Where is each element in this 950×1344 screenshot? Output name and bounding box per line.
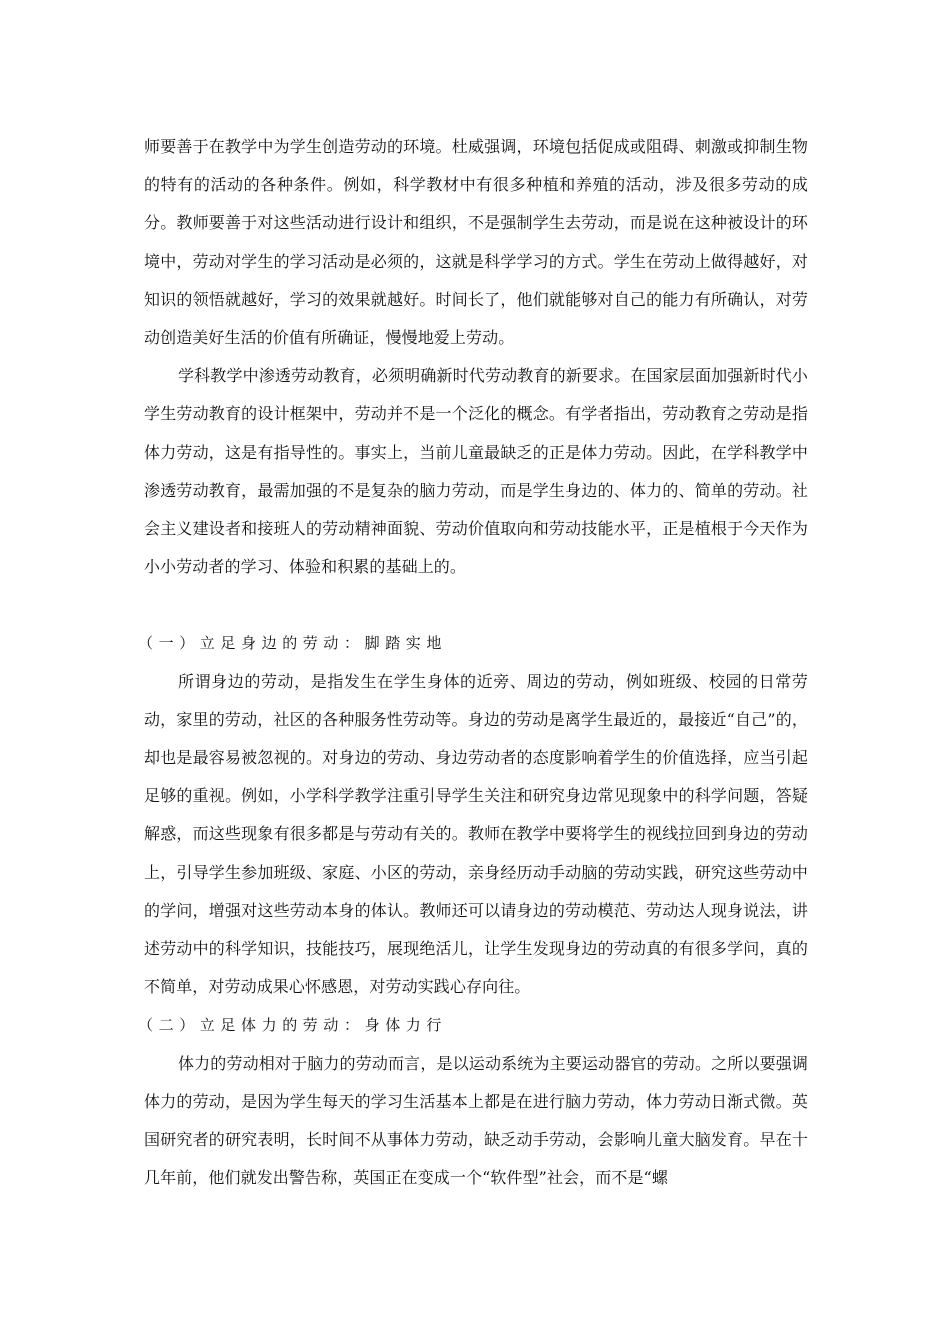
section-heading-1: （一）立足身边的劳动：脚踏实地 [138,634,448,653]
paragraph-nearby-labor: 所谓身边的劳动，是指发生在学生身体的近旁、周边的劳动，例如班级、校园的日常劳动，家里的劳动，社区的各种服务性劳动等。身边的劳动是离学生最近的，最接近“自己”的，却也是最容易被忽视的。对身边的劳动、身边劳动者的态度影响着学生的价值选择，应当引起足够的重视。例如，小学科学教学注重引导学生关注和研究身边常见现象中的科学问题，答疑解惑，而这些现象有很多都是与劳动有关的。教师在教学中要将学生的视线拉回到身边的劳动上，引导学生参加班级、家庭、小区的劳动，亲身经历动手动脑的劳动实践，研究这些劳动中的学问，增强对这些劳动本身的体认。教师还可以请身边的劳动模范、劳动达人现身说法，讲述劳动中的科学知识，技能技巧，展现绝活儿，让学生发现身边的劳动真的有很多学问，真的不简单，对劳动成果心怀感恩，对劳动实践心存向往。 [144,671,808,997]
paragraph-labor-education-requirements: 学科教学中渗透劳动教育，必须明确新时代劳动教育的新要求。在国家层面加强新时代小学生劳动教育的设计框架中，劳动并不是一个泛化的概念。有学者指出，劳动教育之劳动是指体力劳动，这是有指导性的。事实上，当前儿童最缺乏的正是体力劳动。因此，在学科教学中渗透劳动教育，最需加强的不是复杂的脑力劳动，而是学生身边的、体力的、简单的劳动。社会主义建设者和接班人的劳动精神面貌、劳动价值取向和劳动技能水平，正是植根于今天作为小小劳动者的学习、体验和积累的基础上的。 [144,366,808,577]
document-page [138,128,808,1197]
section-heading-2: （二）立足体力的劳动：身体力行 [138,1016,448,1035]
paragraph-continuation: 师要善于在教学中为学生创造劳动的环境。杜威强调，环境包括促成或阻碍、刺激或抑制生物的特有的活动的各种条件。例如，科学教材中有很多种植和养殖的活动，涉及很多劳动的成分。教师要善于对这些活动进行设计和组织，不是强制学生去劳动，而是说在这种被设计的环境中，劳动对学生的学习活动是必须的，这就是科学学习的方式。学生在劳动上做得越好，对知识的领悟就越好，学习的效果就越好。时间长了，他们就能够对自己的能力有所确认，对劳动创造美好生活的价值有所确证，慢慢地爱上劳动。 [144,137,808,348]
paragraph-physical-labor: 体力的劳动相对于脑力的劳动而言，是以运动系统为主要运动器官的劳动。之所以要强调体力的劳动，是因为学生每天的学习生活基本上都是在进行脑力劳动，体力劳动日渐式微。英国研究者的研究表明，长时间不从事体力劳动，缺乏动手劳动，会影响儿童大脑发育。早在十几年前，他们就发出警告称，英国正在变成一个“软件型”社会，而不是“螺 [144,1053,808,1188]
section-spacer [144,586,808,624]
